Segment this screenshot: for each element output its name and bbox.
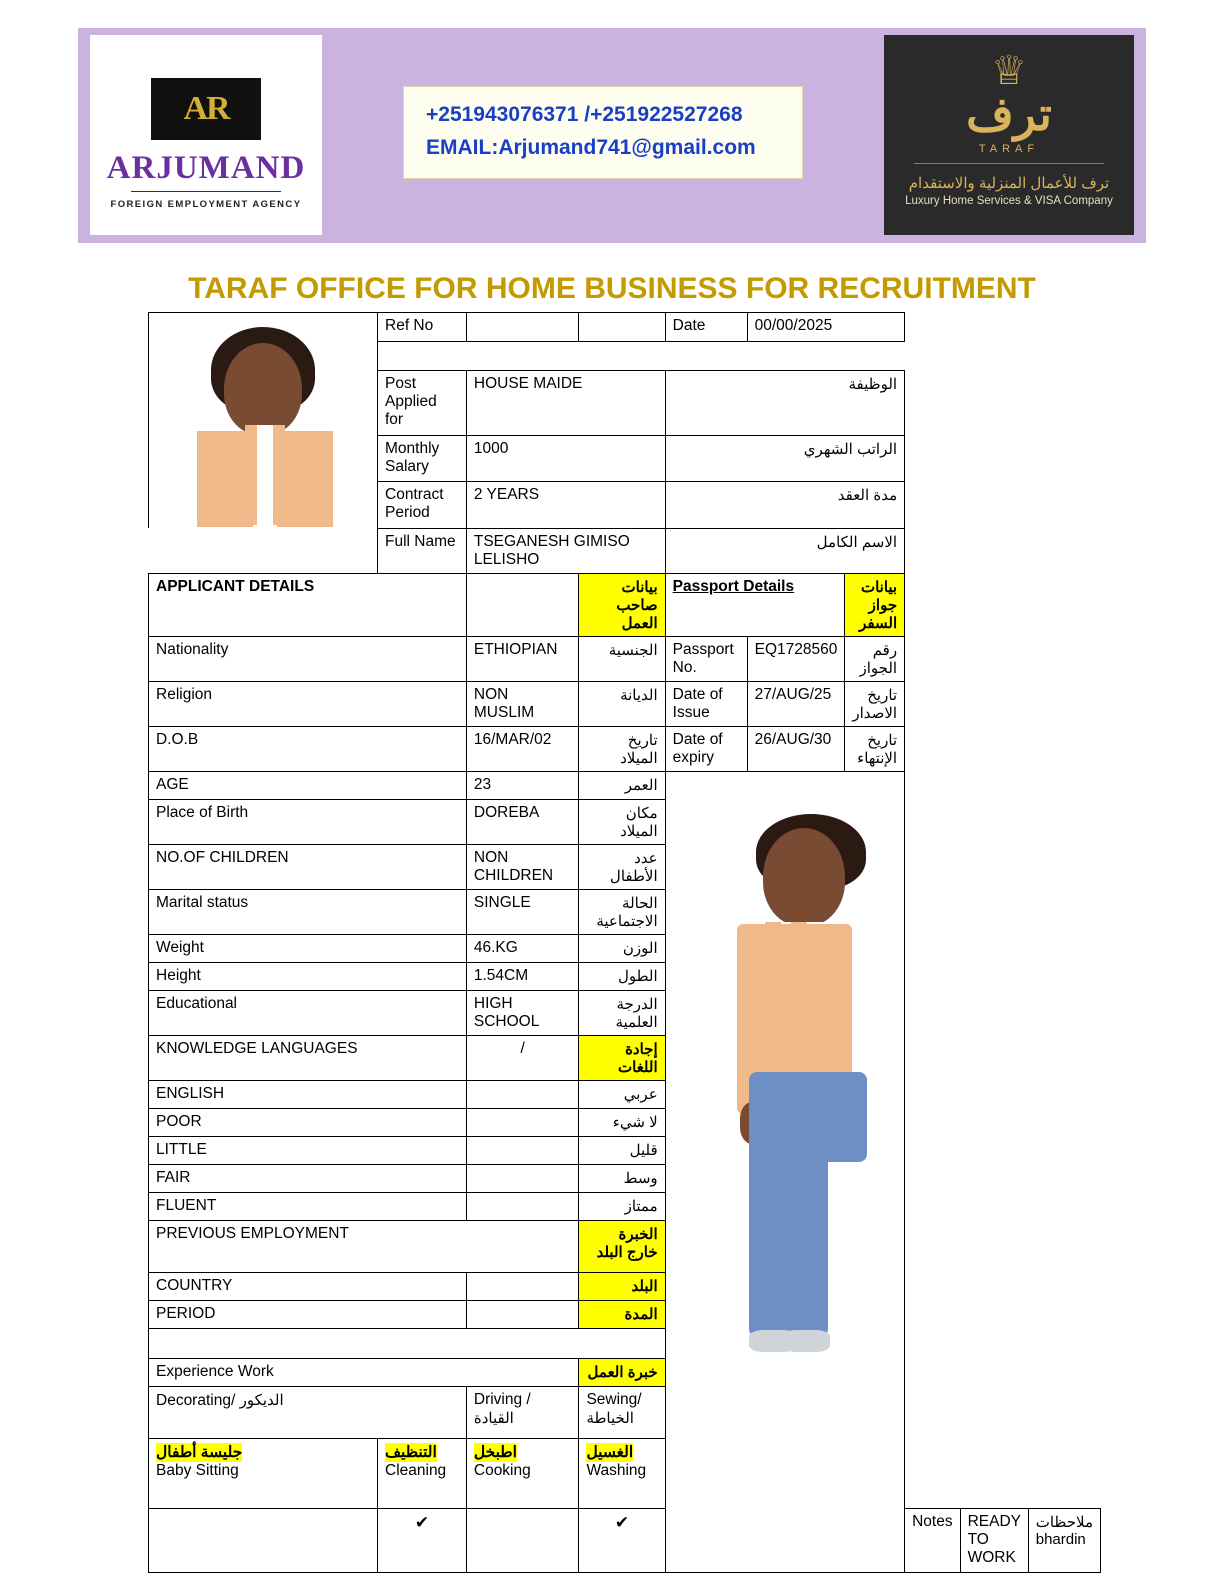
languages-slash: /: [466, 1035, 579, 1080]
language-label-ar: عربي: [579, 1080, 665, 1108]
contract-period-label-ar: مدة العقد: [665, 482, 904, 528]
notes-extra: bhardin: [1035, 1530, 1086, 1548]
language-label-english: ENGLISH: [149, 1080, 467, 1108]
contact-phones: +251943076371 /+251922527268: [426, 103, 743, 126]
language-mark[interactable]: [466, 1108, 579, 1136]
table-row-nationality: [149, 636, 1101, 681]
previous-employment-header-row: [149, 1220, 1101, 1272]
educational-value[interactable]: HIGH SCHOOL: [466, 990, 579, 1035]
full-name-label-ar: الاسم الكامل: [665, 528, 904, 573]
contact-email: EMAIL:Arjumand741@gmail.com: [426, 135, 756, 159]
checkbox-washing[interactable]: ✔: [579, 1508, 665, 1572]
monthly-salary-value[interactable]: 1000: [466, 435, 665, 481]
language-label-fair: FAIR: [149, 1164, 467, 1192]
contract-period-value[interactable]: 2 YEARS: [466, 482, 665, 528]
post-applied-value[interactable]: HOUSE MAIDE: [466, 370, 665, 435]
table-row-marital-status: [149, 889, 1101, 934]
experience-skill-row: [149, 1386, 1101, 1438]
skill-driving-label-ar: القيادة: [473, 1409, 514, 1427]
height-label: Height: [149, 962, 467, 990]
religion-label-ar: الديانة: [579, 681, 665, 726]
previous-employment-title: PREVIOUS EMPLOYMENT: [149, 1220, 579, 1272]
skill-sewing: [579, 1386, 665, 1438]
language-label-ar: ممتاز: [579, 1192, 665, 1220]
skill-decorating-label: Decorating/: [156, 1391, 236, 1409]
languages-title: KNOWLEDGE LANGUAGES: [149, 1035, 467, 1080]
notes-label-ar-text: ملاحظات: [1035, 1513, 1093, 1531]
passport-no-label-ar: رقم الجواز: [845, 636, 905, 681]
checkbox-cleaning[interactable]: ✔: [378, 1508, 467, 1572]
experience-skill-row-2: [149, 1438, 1101, 1508]
language-label-fluent: FLUENT: [149, 1192, 467, 1220]
taraf-wordmark: TARAF: [978, 143, 1040, 155]
skill-washing-label-ar: الغسيل: [586, 1443, 634, 1461]
dob-label-ar: تاريخ الميلاد: [579, 726, 665, 771]
country-label-ar: البلد: [579, 1272, 665, 1300]
date-of-expiry-label-ar: تاريخ الإنتهاء: [845, 726, 905, 771]
dob-value[interactable]: 16/MAR/02: [466, 726, 579, 771]
languages-header-row: [149, 1035, 1101, 1080]
previous-employment-title-ar: الخبرة خارج البلد: [579, 1220, 665, 1272]
table-row-age: [149, 771, 1101, 799]
skill-cooking: [466, 1438, 579, 1508]
language-row: [149, 1136, 1101, 1164]
agency-name: ARJUMAND: [106, 150, 306, 186]
skill-washing-label: Washing: [586, 1461, 647, 1479]
no-of-children-label: NO.OF CHILDREN: [149, 844, 467, 889]
agency-logo-left: [90, 35, 322, 235]
full-name-label: Full Name: [378, 528, 467, 573]
age-value[interactable]: 23: [466, 771, 579, 799]
educational-label: Educational: [149, 990, 467, 1035]
notes-label: Notes: [905, 1508, 961, 1572]
skill-cleaning: [378, 1438, 467, 1508]
marital-status-value[interactable]: SINGLE: [466, 889, 579, 934]
skill-sewing-label: Sewing/: [586, 1390, 642, 1408]
post-applied-label: Post Applied for: [378, 370, 467, 435]
dob-label: D.O.B: [149, 726, 467, 771]
agency-tagline: FOREIGN EMPLOYMENT AGENCY: [110, 199, 302, 210]
language-label-little: LITTLE: [149, 1136, 467, 1164]
blank-cell: [579, 313, 665, 342]
skill-driving: [466, 1386, 579, 1438]
applicant-form-table: [148, 312, 1101, 1573]
skill-baby-sitting-label: Baby Sitting: [156, 1461, 239, 1479]
applicant-details-header-ar: بيانات صاحب العمل: [579, 573, 665, 636]
height-value[interactable]: 1.54CM: [466, 962, 579, 990]
skill-driving-label: Driving /: [473, 1390, 531, 1408]
passport-no-value[interactable]: EQ1728560: [747, 636, 845, 681]
passport-details-header-ar: بيانات جواز السفر: [845, 573, 905, 636]
language-label-ar: وسط: [579, 1164, 665, 1192]
place-of-birth-value[interactable]: DOREBA: [466, 799, 579, 844]
table-row-weight: [149, 934, 1101, 962]
skill-cooking-label-ar: اطبخل: [473, 1443, 517, 1461]
language-label-ar: قليل: [579, 1136, 665, 1164]
table-row-country: [149, 1272, 1101, 1300]
weight-value[interactable]: 46.KG: [466, 934, 579, 962]
taraf-english-tagline: Luxury Home Services & VISA Company: [905, 195, 1113, 207]
skill-washing: [579, 1438, 665, 1508]
period-value[interactable]: [466, 1300, 579, 1328]
ref-no-label: Ref No: [378, 313, 467, 342]
nationality-value[interactable]: ETHIOPIAN: [466, 636, 579, 681]
skill-cooking-label: Cooking: [473, 1461, 531, 1479]
skill-sewing-label-ar: الخياطة: [586, 1409, 634, 1427]
skill-baby-sitting: [149, 1438, 378, 1508]
language-mark[interactable]: [466, 1192, 579, 1220]
notes-value[interactable]: READY TO WORK: [960, 1508, 1028, 1572]
religion-label: Religion: [149, 681, 467, 726]
ref-no-value[interactable]: [466, 313, 579, 342]
taraf-arabic-mark: ترف: [966, 89, 1052, 140]
age-label: AGE: [149, 771, 467, 799]
language-row: [149, 1192, 1101, 1220]
table-row-educational: [149, 990, 1101, 1035]
skill-baby-sitting-label-ar: جليسة أطفال: [156, 1443, 243, 1461]
age-label-ar: العمر: [579, 771, 665, 799]
skill-decorating: [149, 1386, 467, 1438]
table-row: [149, 313, 1101, 342]
crown-icon: ♕: [991, 49, 1027, 93]
language-mark[interactable]: [466, 1164, 579, 1192]
passport-details-header: Passport Details: [665, 573, 845, 636]
experience-title-ar: خبرة العمل: [579, 1358, 665, 1386]
table-row-period: [149, 1300, 1101, 1328]
language-label-poor: POOR: [149, 1108, 467, 1136]
country-value[interactable]: [466, 1272, 579, 1300]
checkbox-baby-sitting[interactable]: [149, 1508, 378, 1572]
applicant-headshot: [149, 313, 378, 529]
skill-cleaning-label-ar: التنظيف: [385, 1443, 437, 1461]
checkbox-cooking[interactable]: [466, 1508, 579, 1572]
date-of-issue-label-ar: تاريخ الاصدار: [845, 681, 905, 726]
section-header-row: [149, 573, 1101, 636]
table-row-children: [149, 844, 1101, 889]
full-name-value[interactable]: TSEGANESH GIMISO LELISHO: [466, 528, 665, 573]
place-of-birth-label-ar: مكان الميلاد: [579, 799, 665, 844]
date-of-expiry-value[interactable]: 26/AUG/30: [747, 726, 845, 771]
religion-value[interactable]: NON MUSLIM: [466, 681, 579, 726]
language-mark[interactable]: [466, 1080, 579, 1108]
applicant-full-photo: [665, 771, 904, 1572]
divider: [914, 163, 1104, 164]
weight-label-ar: الوزن: [579, 934, 665, 962]
divider: [131, 191, 281, 192]
full-body-illustration: [666, 772, 904, 1412]
date-of-issue-value[interactable]: 27/AUG/25: [747, 681, 845, 726]
taraf-logo-right: [884, 35, 1134, 235]
experience-checkbox-row: [149, 1508, 1101, 1572]
monthly-salary-label: Monthly Salary: [378, 435, 467, 481]
skill-decorating-label-ar: الديكور: [239, 1391, 284, 1409]
table-row-full-name: [149, 528, 1101, 573]
weight-label: Weight: [149, 934, 467, 962]
skill-cleaning-label: Cleaning: [385, 1461, 447, 1479]
nationality-label: Nationality: [149, 636, 467, 681]
contact-box: [403, 86, 803, 179]
period-label: PERIOD: [149, 1300, 467, 1328]
language-row: [149, 1108, 1101, 1136]
language-row: [149, 1164, 1101, 1192]
date-of-issue-label: Date of Issue: [665, 681, 747, 726]
page-title: TARAF OFFICE FOR HOME BUSINESS FOR RECRUITMENT: [188, 272, 1036, 305]
no-of-children-value[interactable]: NON CHILDREN: [466, 844, 579, 889]
place-of-birth-label: Place of Birth: [149, 799, 467, 844]
marital-status-label: Marital status: [149, 889, 467, 934]
date-label: Date: [665, 313, 747, 342]
language-label-ar: لا شيء: [579, 1108, 665, 1136]
table-row-place-of-birth: [149, 799, 1101, 844]
marital-status-label-ar: الحالة الاجتماعية: [579, 889, 665, 934]
applicant-details-header: APPLICANT DETAILS: [149, 573, 467, 636]
language-row: [149, 1080, 1101, 1108]
period-label-ar: المدة: [579, 1300, 665, 1328]
country-label: COUNTRY: [149, 1272, 467, 1300]
languages-title-ar: إجادة اللغات: [579, 1035, 665, 1080]
header-band: [78, 28, 1146, 243]
experience-title: Experience Work: [149, 1358, 579, 1386]
post-applied-label-ar: الوظيفة: [665, 370, 904, 435]
date-of-expiry-label: Date of expiry: [665, 726, 747, 771]
nationality-label-ar: الجنسية: [579, 636, 665, 681]
language-mark[interactable]: [466, 1136, 579, 1164]
monogram-icon: AR: [151, 78, 261, 140]
passport-no-label: Passport No.: [665, 636, 747, 681]
height-label-ar: الطول: [579, 962, 665, 990]
monthly-salary-label-ar: الراتب الشهري: [665, 435, 904, 481]
experience-header-row: [149, 1358, 1101, 1386]
table-row-religion: [149, 681, 1101, 726]
educational-label-ar: الدرجة العلمية: [579, 990, 665, 1035]
taraf-arabic-tagline: ترف للأعمال المنزلية والاستقدام: [908, 175, 1110, 192]
notes-label-ar: [1028, 1508, 1100, 1572]
no-of-children-label-ar: عدد الأطفال: [579, 844, 665, 889]
spacer-row: [149, 1328, 1101, 1358]
date-value[interactable]: 00/00/2025: [747, 313, 905, 342]
table-row-height: [149, 962, 1101, 990]
headshot-illustration: [149, 313, 377, 528]
table-row-dob: [149, 726, 1101, 771]
spacer-cell: [149, 1328, 666, 1358]
contract-period-label: Contract Period: [378, 482, 467, 528]
